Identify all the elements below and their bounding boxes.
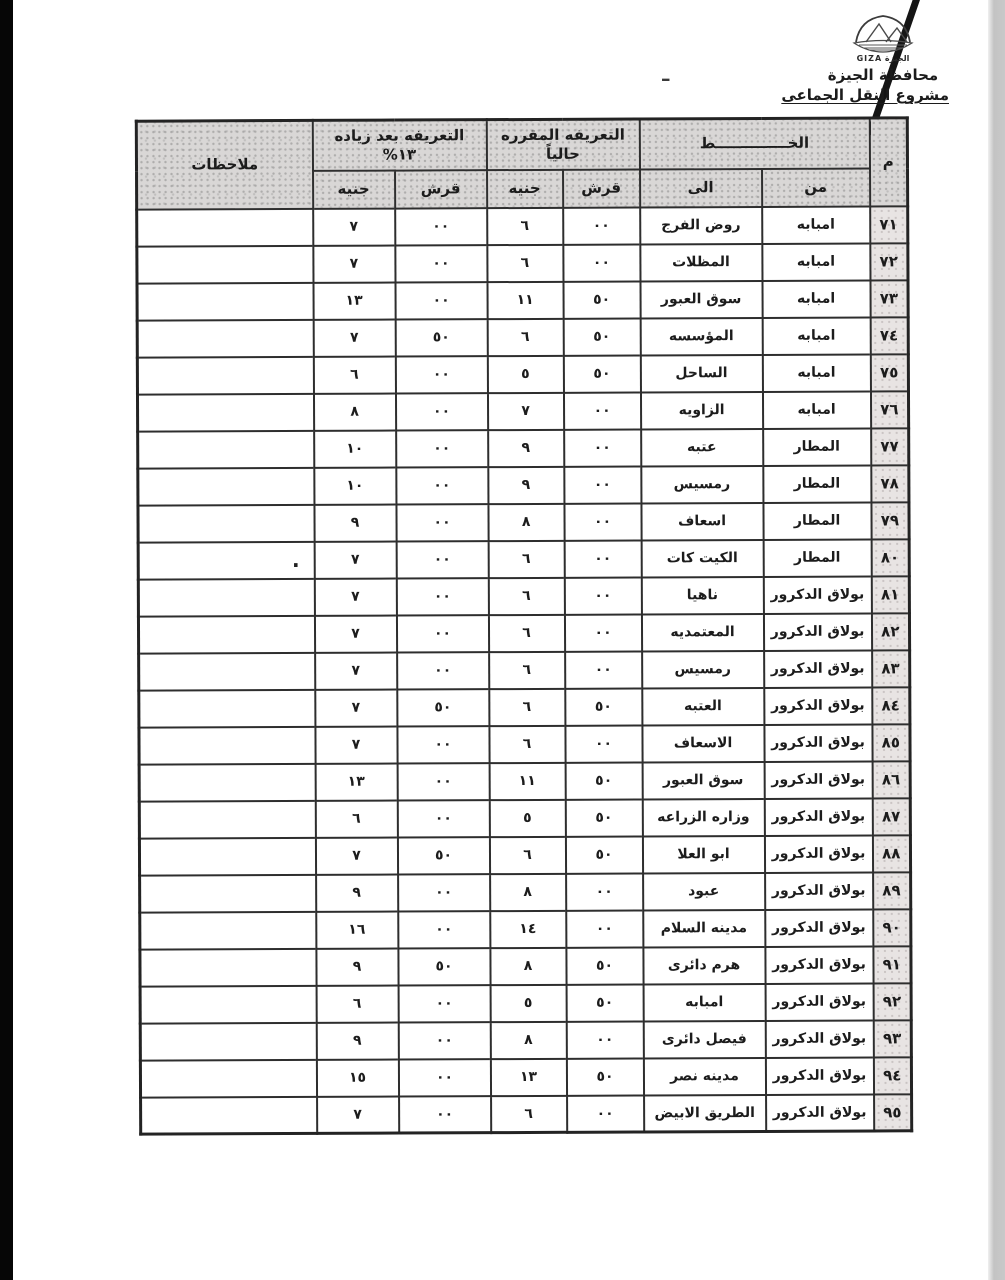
increased-geneh-cell: ٧ [313, 245, 395, 282]
increased-geneh-cell: ٧ [314, 615, 396, 652]
row-number-cell: ٨٢ [871, 613, 909, 650]
scan-edge-left [0, 0, 13, 1280]
current-geneh-cell: ٩ [488, 466, 564, 503]
to-cell: المظلات [640, 243, 762, 281]
from-cell: امبابه [762, 206, 870, 243]
from-cell: بولاق الدكرور [764, 687, 872, 724]
row-number-cell: ٩٥ [874, 1094, 912, 1131]
project-title: مشروع النقل الجماعى [781, 86, 949, 104]
table-row [140, 909, 911, 949]
increased-qirsh-cell: ٠٠ [395, 356, 487, 393]
current-qirsh-cell: ٠٠ [565, 651, 642, 688]
notes-cell [137, 208, 313, 246]
current-qirsh-cell: ٥٠ [565, 688, 642, 725]
increased-geneh-cell: ٩ [316, 874, 398, 911]
table-row [138, 428, 909, 468]
from-cell: امبابه [763, 391, 871, 428]
table-row [140, 872, 911, 912]
table-row [139, 687, 910, 727]
current-qirsh-cell: ٥٠ [565, 836, 642, 873]
table-row [137, 317, 908, 357]
increased-qirsh-cell: ٠٠ [398, 1022, 490, 1059]
from-cell: بولاق الدكرور [763, 613, 871, 650]
increased-qirsh-cell: ٠٠ [397, 652, 489, 689]
row-number-cell: ٧٣ [870, 280, 908, 317]
current-qirsh-cell: ٠٠ [566, 910, 643, 947]
increased-qirsh-cell: ٠٠ [398, 1059, 490, 1096]
notes-cell [138, 504, 314, 542]
table-row [140, 1057, 911, 1097]
current-geneh-cell: ٧ [487, 392, 563, 429]
current-qirsh-cell: ٠٠ [564, 429, 641, 466]
increased-qirsh-cell: ٥٠ [395, 319, 487, 356]
from-cell: بولاق الدكرور [764, 724, 872, 761]
row-number-cell: ٧٩ [871, 502, 909, 539]
row-number-cell: ٨١ [871, 576, 909, 613]
notes-cell [137, 393, 313, 431]
from-cell: بولاق الدكرور [766, 1094, 874, 1131]
current-geneh-cell: ٦ [489, 836, 565, 873]
increased-geneh-cell: ١٣ [313, 282, 395, 319]
table-row [139, 798, 910, 838]
row-number-cell: ٧٥ [870, 354, 908, 391]
current-geneh-cell: ٨ [490, 1021, 566, 1058]
increased-qirsh-cell: ٠٠ [397, 726, 489, 763]
table-row [137, 280, 908, 320]
increased-geneh-cell: ٩ [314, 504, 396, 541]
stray-dash-mark: – [661, 68, 671, 90]
notes-cell [140, 948, 316, 986]
from-cell: المطار [763, 428, 871, 465]
fare-table-body [137, 206, 912, 1134]
row-number-cell: ٨٠ [871, 539, 909, 576]
current-geneh-cell: ١٣ [490, 1058, 566, 1095]
increased-geneh-cell: ٩ [316, 948, 398, 985]
current-qirsh-cell: ٠٠ [566, 1021, 643, 1058]
table-row [138, 576, 909, 616]
from-cell: بولاق الدكرور [765, 872, 873, 909]
to-cell: الساحل [640, 354, 762, 392]
table-row [139, 650, 910, 690]
increased-geneh-cell: ٧ [317, 1096, 399, 1133]
table-row [137, 354, 908, 394]
increased-qirsh-cell: ٠٠ [396, 578, 488, 615]
increased-qirsh-cell: ٠٠ [396, 430, 488, 467]
current-qirsh-cell: ٥٠ [563, 355, 640, 392]
header-group-row [136, 118, 907, 171]
notes-cell [139, 689, 315, 727]
from-cell: امبابه [762, 317, 870, 354]
current-geneh-cell: ٨ [490, 947, 566, 984]
current-qirsh-cell: ٥٠ [563, 318, 640, 355]
notes-cell [140, 1022, 316, 1060]
row-number-cell: ٨٣ [872, 650, 910, 687]
to-cell: المؤسسه [640, 317, 762, 355]
increased-qirsh-cell: ٠٠ [395, 393, 487, 430]
to-cell: المعتمديه [641, 613, 763, 651]
header-current-tariff-line2: حالياً [545, 144, 580, 163]
from-cell: بولاق الدكرور [765, 909, 873, 946]
to-cell: رمسيس [641, 465, 763, 503]
increased-geneh-cell: ٧ [314, 578, 396, 615]
current-geneh-cell: ٦ [487, 244, 563, 281]
table-row [139, 835, 910, 875]
stray-dot-mark: . [292, 548, 300, 572]
table-row [138, 539, 909, 579]
increased-qirsh-cell: ٠٠ [396, 615, 488, 652]
current-qirsh-cell: ٥٠ [565, 799, 642, 836]
notes-cell [137, 282, 313, 320]
table-row [139, 761, 910, 801]
row-number-cell: ٩١ [873, 946, 911, 983]
increased-geneh-cell: ٧ [315, 837, 397, 874]
row-number-cell: ٨٧ [872, 798, 910, 835]
from-cell: بولاق الدكرور [764, 798, 872, 835]
notes-cell [138, 467, 314, 505]
increased-qirsh-cell: ٠٠ [397, 763, 489, 800]
table-row [137, 391, 908, 431]
header-line-group: الخــــــــــــــط [639, 118, 869, 169]
increased-geneh-cell: ٧ [315, 652, 397, 689]
increased-qirsh-cell: ٠٠ [397, 800, 489, 837]
table-row [140, 983, 911, 1023]
to-cell: الزاويه [641, 391, 763, 429]
current-geneh-cell: ٦ [491, 1095, 567, 1132]
increased-geneh-cell: ١٥ [316, 1059, 398, 1096]
increased-qirsh-cell: ٠٠ [395, 208, 487, 245]
increased-geneh-cell: ٨ [313, 393, 395, 430]
row-number-cell: ٨٩ [873, 872, 911, 909]
header-index: م [869, 118, 907, 206]
current-geneh-cell: ١١ [487, 281, 563, 318]
notes-cell [141, 1096, 317, 1134]
table-row [138, 613, 909, 653]
to-cell: هرم دائرى [643, 946, 765, 984]
current-geneh-cell: ٦ [487, 207, 563, 244]
current-geneh-cell: ١١ [489, 762, 565, 799]
from-cell: بولاق الدكرور [765, 946, 873, 983]
fare-table [135, 116, 913, 1135]
table-row [140, 1020, 911, 1060]
current-geneh-cell: ٦ [488, 614, 564, 651]
current-geneh-cell: ٦ [489, 725, 565, 762]
fare-table-wrapper [135, 116, 913, 1135]
row-number-cell: ٨٦ [872, 761, 910, 798]
row-number-cell: ٨٤ [872, 687, 910, 724]
current-geneh-cell: ٦ [487, 318, 563, 355]
row-number-cell: ٧٧ [871, 428, 909, 465]
row-number-cell: ٩٢ [873, 983, 911, 1020]
table-row [137, 206, 908, 246]
header-from: من [762, 168, 870, 206]
to-cell: سوق العبور [642, 761, 764, 799]
from-cell: بولاق الدكرور [765, 983, 873, 1020]
increased-geneh-cell: ١٠ [314, 467, 396, 504]
current-geneh-cell: ٥ [490, 984, 566, 1021]
row-number-cell: ٩٣ [873, 1020, 911, 1057]
to-cell: فيصل دائرى [643, 1020, 765, 1058]
header-current-geneh: جنيه [487, 169, 563, 207]
header-current-qirsh: قرش [563, 169, 640, 207]
increased-qirsh-cell: ٠٠ [395, 245, 487, 282]
notes-cell [140, 874, 316, 912]
increased-qirsh-cell: ٠٠ [398, 911, 490, 948]
notes-cell [138, 430, 314, 468]
to-cell: امبابه [643, 983, 765, 1021]
increased-qirsh-cell: ٥٠ [397, 689, 489, 726]
notes-cell [138, 541, 314, 579]
row-number-cell: ٧١ [870, 206, 908, 243]
header-increased-tariff-line2: ١٣% [382, 145, 417, 164]
current-qirsh-cell: ٥٠ [566, 947, 643, 984]
increased-geneh-cell: ٦ [315, 800, 397, 837]
increased-qirsh-cell: ٠٠ [398, 874, 490, 911]
current-geneh-cell: ٦ [489, 651, 565, 688]
header-increased-tariff-group [312, 120, 486, 171]
increased-qirsh-cell: ٠٠ [396, 504, 488, 541]
notes-cell [139, 652, 315, 690]
from-cell: المطار [763, 465, 871, 502]
current-geneh-cell: ١٤ [490, 910, 566, 947]
from-cell: بولاق الدكرور [764, 650, 872, 687]
increased-geneh-cell: ٧ [314, 541, 396, 578]
increased-geneh-cell: ٧ [315, 689, 397, 726]
current-qirsh-cell: ٥٠ [566, 1058, 643, 1095]
table-row [141, 1094, 912, 1134]
notes-cell [139, 763, 315, 801]
increased-geneh-cell: ٧ [313, 208, 395, 245]
to-cell: مدينه نصر [643, 1057, 765, 1095]
giza-governorate-logo-icon [845, 12, 921, 56]
current-qirsh-cell: ٠٠ [564, 540, 641, 577]
notes-cell [139, 726, 315, 764]
to-cell: سوق العبور [640, 280, 762, 318]
notes-cell [139, 837, 315, 875]
logo-caption: الجيزة GIZA [856, 54, 910, 63]
to-cell: الطريق الابيض [644, 1094, 766, 1132]
to-cell: العتبه [642, 687, 764, 725]
header-increased-geneh: جنيه [313, 170, 395, 208]
current-qirsh-cell: ٠٠ [564, 466, 641, 503]
header-notes: ملاحظات [136, 120, 312, 209]
increased-geneh-cell: ٦ [313, 356, 395, 393]
from-cell: المطار [763, 502, 871, 539]
to-cell: عبود [643, 872, 765, 910]
increased-qirsh-cell: ٠٠ [398, 985, 490, 1022]
row-number-cell: ٧٨ [871, 465, 909, 502]
header-current-tariff-group [486, 119, 639, 170]
current-qirsh-cell: ٠٠ [564, 577, 641, 614]
header-increased-tariff-line1: التعريفه بعد زياده [334, 126, 465, 145]
to-cell: اسعاف [641, 502, 763, 540]
current-qirsh-cell: ٥٠ [566, 984, 643, 1021]
to-cell: روض الفرج [640, 206, 762, 244]
row-number-cell: ٨٥ [872, 724, 910, 761]
row-number-cell: ٨٨ [872, 835, 910, 872]
current-geneh-cell: ٦ [488, 540, 564, 577]
to-cell: وزاره الزراعه [642, 798, 764, 836]
notes-cell [139, 800, 315, 838]
notes-cell [137, 319, 313, 357]
notes-cell [138, 615, 314, 653]
from-cell: بولاق الدكرور [765, 1020, 873, 1057]
fare-table-header [136, 118, 907, 209]
notes-cell [138, 578, 314, 616]
to-cell: مدينه السلام [643, 909, 765, 947]
governorate-title: محافظة الجيزة [827, 66, 939, 84]
header-increased-qirsh: قرش [395, 170, 487, 208]
current-qirsh-cell: ٠٠ [563, 244, 640, 281]
current-qirsh-cell: ٠٠ [566, 873, 643, 910]
increased-qirsh-cell: ٥٠ [397, 837, 489, 874]
row-number-cell: ٧٦ [871, 391, 909, 428]
from-cell: امبابه [762, 280, 870, 317]
table-row [137, 243, 908, 283]
current-geneh-cell: ٨ [488, 503, 564, 540]
increased-geneh-cell: ١٦ [316, 911, 398, 948]
from-cell: بولاق الدكرور [764, 761, 872, 798]
current-qirsh-cell: ٠٠ [564, 392, 641, 429]
row-number-cell: ٩٠ [873, 909, 911, 946]
to-cell: رمسيس [642, 650, 764, 688]
increased-geneh-cell: ١٣ [315, 763, 397, 800]
from-cell: المطار [763, 539, 871, 576]
current-geneh-cell: ٥ [487, 355, 563, 392]
scan-edge-right [988, 0, 1005, 1280]
to-cell: الكيت كات [641, 539, 763, 577]
current-qirsh-cell: ٥٠ [563, 281, 640, 318]
to-cell: عتبه [641, 428, 763, 466]
current-geneh-cell: ٦ [489, 688, 565, 725]
current-geneh-cell: ٩ [488, 429, 564, 466]
header-to: الى [640, 168, 762, 207]
from-cell: امبابه [762, 243, 870, 280]
notes-cell [137, 245, 313, 283]
row-number-cell: ٩٤ [873, 1057, 911, 1094]
table-row [139, 724, 910, 764]
row-number-cell: ٧٤ [870, 317, 908, 354]
current-geneh-cell: ٦ [488, 577, 564, 614]
table-row [138, 502, 909, 542]
current-qirsh-cell: ٠٠ [564, 614, 641, 651]
letterhead [781, 12, 949, 104]
from-cell: بولاق الدكرور [765, 1057, 873, 1094]
current-qirsh-cell: ٥٠ [565, 762, 642, 799]
increased-qirsh-cell: ٠٠ [396, 467, 488, 504]
notes-cell [140, 985, 316, 1023]
from-cell: بولاق الدكرور [764, 835, 872, 872]
increased-geneh-cell: ٧ [315, 726, 397, 763]
table-row [138, 465, 909, 505]
increased-geneh-cell: ٧ [313, 319, 395, 356]
from-cell: امبابه [762, 354, 870, 391]
increased-qirsh-cell: ٠٠ [395, 282, 487, 319]
to-cell: ناهيا [641, 576, 763, 614]
row-number-cell: ٧٢ [870, 243, 908, 280]
current-qirsh-cell: ٠٠ [567, 1095, 644, 1132]
from-cell: بولاق الدكرور [763, 576, 871, 613]
increased-geneh-cell: ١٠ [314, 430, 396, 467]
current-geneh-cell: ٨ [490, 873, 566, 910]
table-row [140, 946, 911, 986]
header-current-tariff-line1: التعريفه المقرره [500, 125, 625, 145]
to-cell: ابو العلا [642, 835, 764, 873]
increased-qirsh-cell: ٥٠ [398, 948, 490, 985]
increased-geneh-cell: ٩ [316, 1022, 398, 1059]
current-geneh-cell: ٥ [489, 799, 565, 836]
increased-qirsh-cell: ٠٠ [396, 541, 488, 578]
current-qirsh-cell: ٠٠ [564, 503, 641, 540]
increased-geneh-cell: ٦ [316, 985, 398, 1022]
current-qirsh-cell: ٠٠ [565, 725, 642, 762]
notes-cell [140, 911, 316, 949]
notes-cell [137, 356, 313, 394]
increased-qirsh-cell: ٠٠ [399, 1096, 491, 1133]
notes-cell [140, 1059, 316, 1097]
current-qirsh-cell: ٠٠ [563, 207, 640, 244]
to-cell: الاسعاف [642, 724, 764, 762]
